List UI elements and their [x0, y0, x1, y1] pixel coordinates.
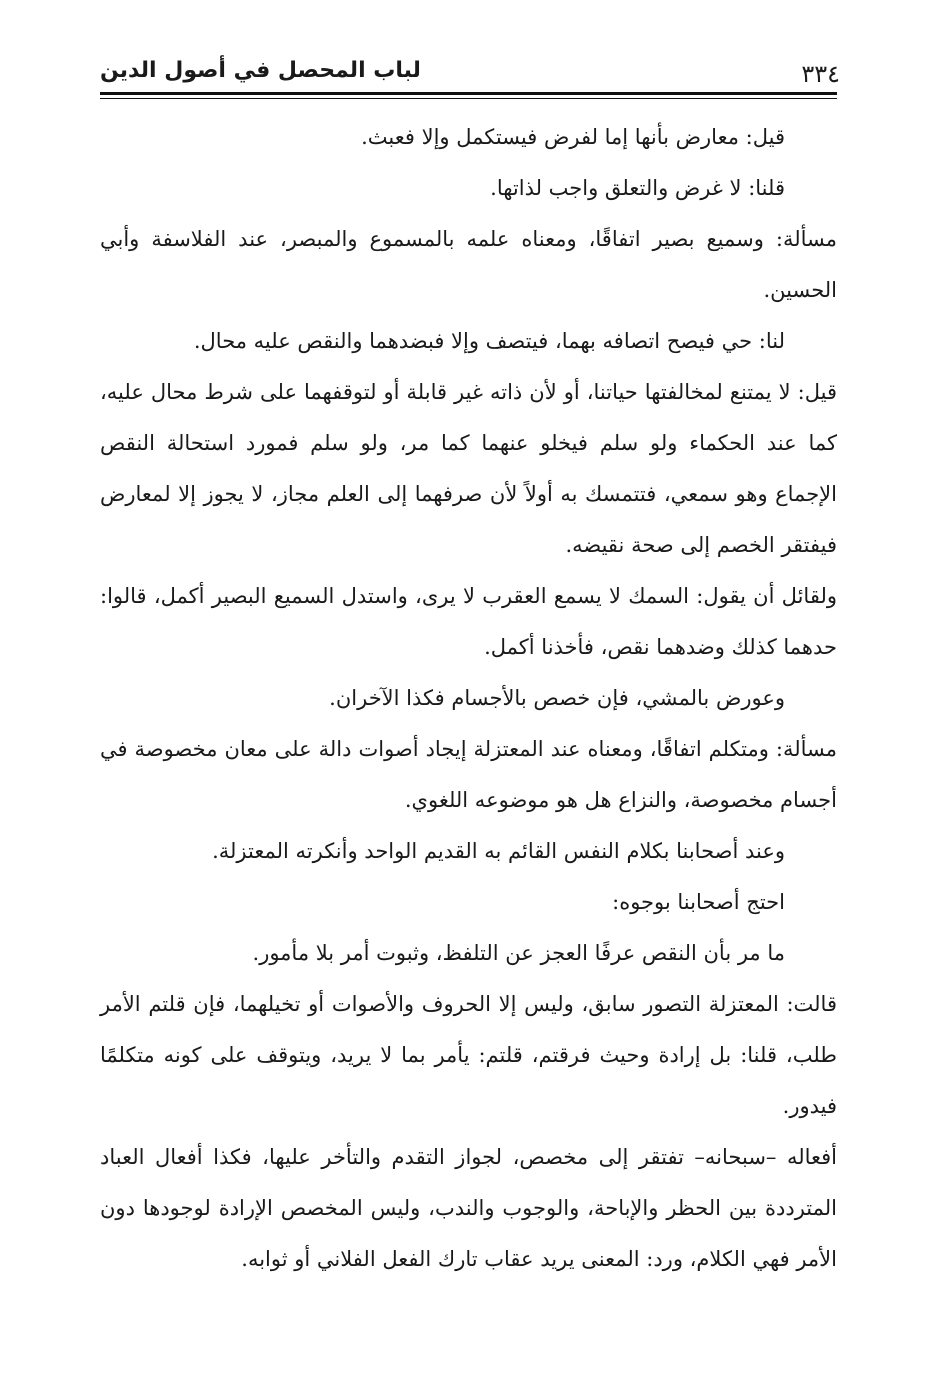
paragraph: قيل: لا يمتنع لمخالفتها حياتنا، أو لأن ذاته غير قابلة أو لتوقفهما على شرط محال عليه، كما عند الحكماء ولو سلم فيخلو عنهما كما مر، ولو سلم فمورد استحالة النقص الإجماع وهو سمعي، فتتمسك به أولاً لأن صرفهما إلى العلم مجاز، لا يجوز إلا لمعارض فيفتقر الخصم إلى صحة نقيضه. — [100, 380, 837, 557]
body-text — [100, 112, 837, 1285]
page-number: ٣٣٤ — [801, 60, 840, 88]
paragraph: مسألة: وسميع بصير اتفاقًا، ومعناه علمه بالمسموع والمبصر، عند الفلاسفة وأبي الحسين. — [100, 227, 837, 302]
header-rule-thin — [100, 98, 837, 99]
paragraph: قلنا: لا غرض والتعلق واجب لذاتها. — [490, 176, 785, 200]
paragraph: مسألة: ومتكلم اتفاقًا، ومعناه عند المعتزلة إيجاد أصوات دالة على معان مخصوصة في أجسام مخصوصة، والنزاع هل هو موضوعه اللغوي. — [100, 737, 837, 812]
paragraph: ما مر بأن النقص عرفًا العجز عن التلفظ، وثبوت أمر بلا مأمور. — [252, 941, 785, 965]
paragraph: قيل: معارض بأنها إما لفرض فيستكمل وإلا فعبث. — [361, 125, 785, 149]
paragraph: وعورض بالمشي، فإن خصص بالأجسام فكذا الآخران. — [329, 686, 785, 710]
paragraph: أفعاله –سبحانه– تفتقر إلى مخصص، لجواز التقدم والتأخر عليها، فكذا أفعال العباد المترددة بين الحظر والإباحة، والوجوب والندب، وليس المخصص الإرادة لوجودها دون الأمر فهي الكلام، ورد: المعنى يريد عقاب تارك الفعل الفلاني أو ثوابه. — [100, 1145, 837, 1271]
running-title: لباب المحصل في أصول الدين — [100, 58, 421, 83]
header-rule-thick — [100, 92, 837, 95]
paragraph: قالت: المعتزلة التصور سابق، وليس إلا الحروف والأصوات أو تخيلهما، فإن قلتم الأمر طلب، قلنا: بل إرادة وحيث فرقتم، قلتم: يأمر بما لا يريد، ويتوقف على كونه متكلمًا فيدور. — [100, 992, 837, 1118]
paragraph: وعند أصحابنا بكلام النفس القائم به القديم الواحد وأنكرته المعتزلة. — [212, 839, 785, 863]
paragraph: ولقائل أن يقول: السمك لا يسمع العقرب لا يرى، واستدل السميع البصير أكمل، قالوا: حدهما كذلك وضدهما نقص، فأخذنا أكمل. — [100, 584, 837, 659]
paragraph: لنا: حي فيصح اتصافه بهما، فيتصف وإلا فبضدهما والنقص عليه محال. — [193, 329, 785, 353]
paragraph: احتج أصحابنا بوجوه: — [612, 890, 785, 914]
